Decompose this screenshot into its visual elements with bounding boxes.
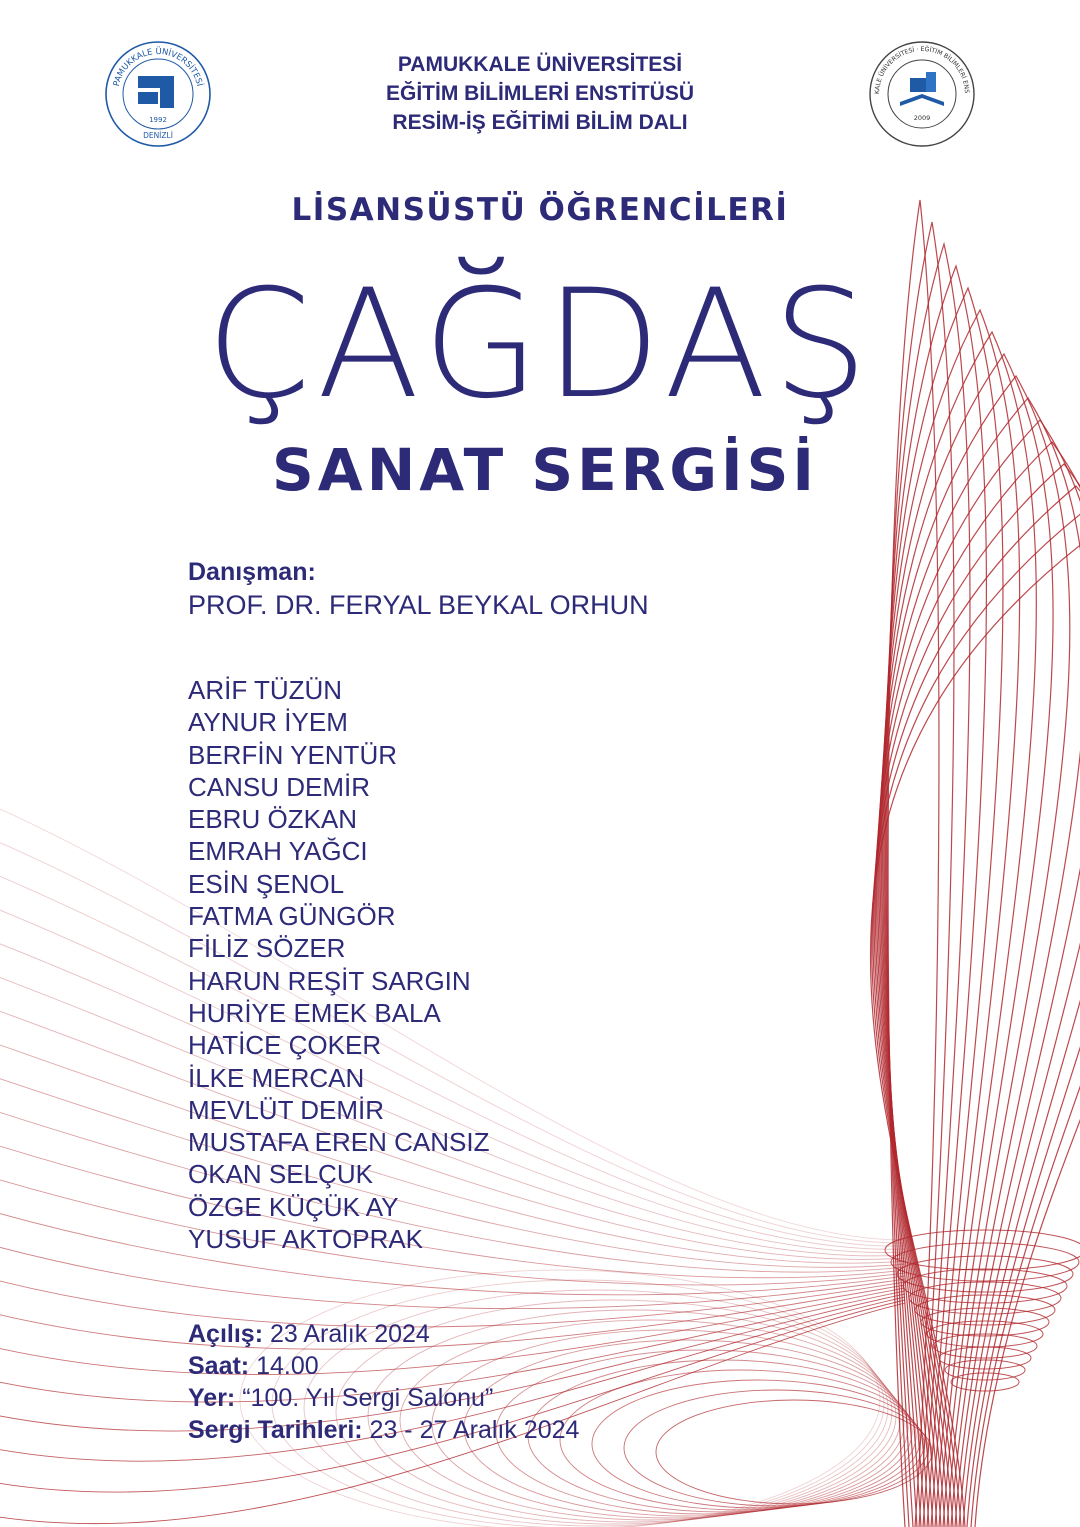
art-ellipse (528, 1360, 916, 1512)
dates-label: Sergi Tarihleri: (188, 1416, 363, 1444)
institution-line: RESİM-İŞ EĞİTİMİ BİLİM DALI (392, 111, 688, 134)
student-name: MEVLÜT DEMİR (188, 1094, 384, 1125)
student-name: HARUN REŞİT SARGIN (188, 965, 471, 996)
institution-line: EĞİTİM BİLİMLERİ ENSTİTÜSÜ (386, 82, 694, 105)
poster-subtitle-2: SANAT SERGİSİ (272, 436, 818, 504)
student-name: HATİCE ÇOKER (188, 1030, 382, 1061)
exhibition-info (188, 1318, 579, 1446)
opening-value: 23 Aralık 2024 (263, 1320, 430, 1348)
institute-logo-icon (868, 40, 976, 148)
university-logo-icon (104, 40, 212, 148)
student-name: CANSU DEMİR (188, 771, 371, 802)
poster-title: ÇAĞDAŞ (206, 258, 874, 432)
seal-year: 2009 (913, 114, 931, 122)
time-value: 14.00 (249, 1352, 319, 1380)
opening-label: Açılış: (188, 1320, 264, 1348)
poster-subtitle: LİSANSÜSTÜ ÖĞRENCİLERİ (291, 192, 789, 228)
student-name: AYNUR İYEM (188, 707, 348, 738)
student-name: FATMA GÜNGÖR (188, 901, 396, 932)
art-ellipse (624, 1390, 928, 1506)
student-name: FİLİZ SÖZER (188, 933, 346, 964)
student-name: OKAN SELÇUK (188, 1159, 373, 1190)
institute-seal (868, 40, 976, 148)
dates-value: 23 - 27 Aralık 2024 (362, 1416, 580, 1444)
student-name: EMRAH YAĞCI (188, 836, 368, 867)
dates-row (188, 1414, 579, 1446)
seal-ring-text: KALE ÜNİVERSİTESİ · EĞİTİM BİLİMLERİ ENS (873, 45, 971, 95)
time-label: Saat: (188, 1352, 250, 1380)
student-name: YUSUF AKTOPRAK (188, 1224, 424, 1255)
institution-line: PAMUKKALE ÜNİVERSİTESİ (397, 53, 683, 76)
seal-year: 1992 (149, 116, 167, 124)
art-loop (881, 332, 1036, 1527)
student-name: BERFİN YENTÜR (188, 739, 397, 770)
time-row (188, 1350, 579, 1382)
student-name: ESİN ŞENOL (188, 868, 345, 899)
student-name: EBRU ÖZKAN (188, 804, 358, 835)
student-name: ARİF TÜZÜN (188, 675, 343, 705)
art-loop (870, 530, 1080, 1527)
art-ellipse (560, 1370, 920, 1510)
student-name: MUSTAFA EREN CANSIZ (188, 1127, 490, 1158)
advisor-block (188, 556, 649, 622)
seal-city: DENİZLİ (143, 131, 173, 140)
university-seal (104, 40, 212, 148)
student-name: İLKE MERCAN (188, 1062, 365, 1093)
student-list (188, 674, 489, 1255)
place-label: Yer: (188, 1384, 236, 1412)
place-value: “100. Yıl Sergi Salonu” (235, 1384, 494, 1412)
opening-row (188, 1318, 579, 1350)
advisor-name: PROF. DR. FERYAL BEYKAL ORHUN (188, 590, 649, 620)
art-loop (887, 222, 954, 1527)
student-name: ÖZGE KÜÇÜK AY (188, 1191, 399, 1222)
advisor-label: Danışman: (188, 558, 316, 586)
seal-ring-text: PAMUKKALE ÜNİVERSİTESİ (110, 45, 206, 88)
art-loop (874, 464, 1080, 1527)
place-row (188, 1382, 579, 1414)
institution-header (260, 50, 820, 137)
student-name: HURİYE EMEK BALA (188, 997, 441, 1028)
